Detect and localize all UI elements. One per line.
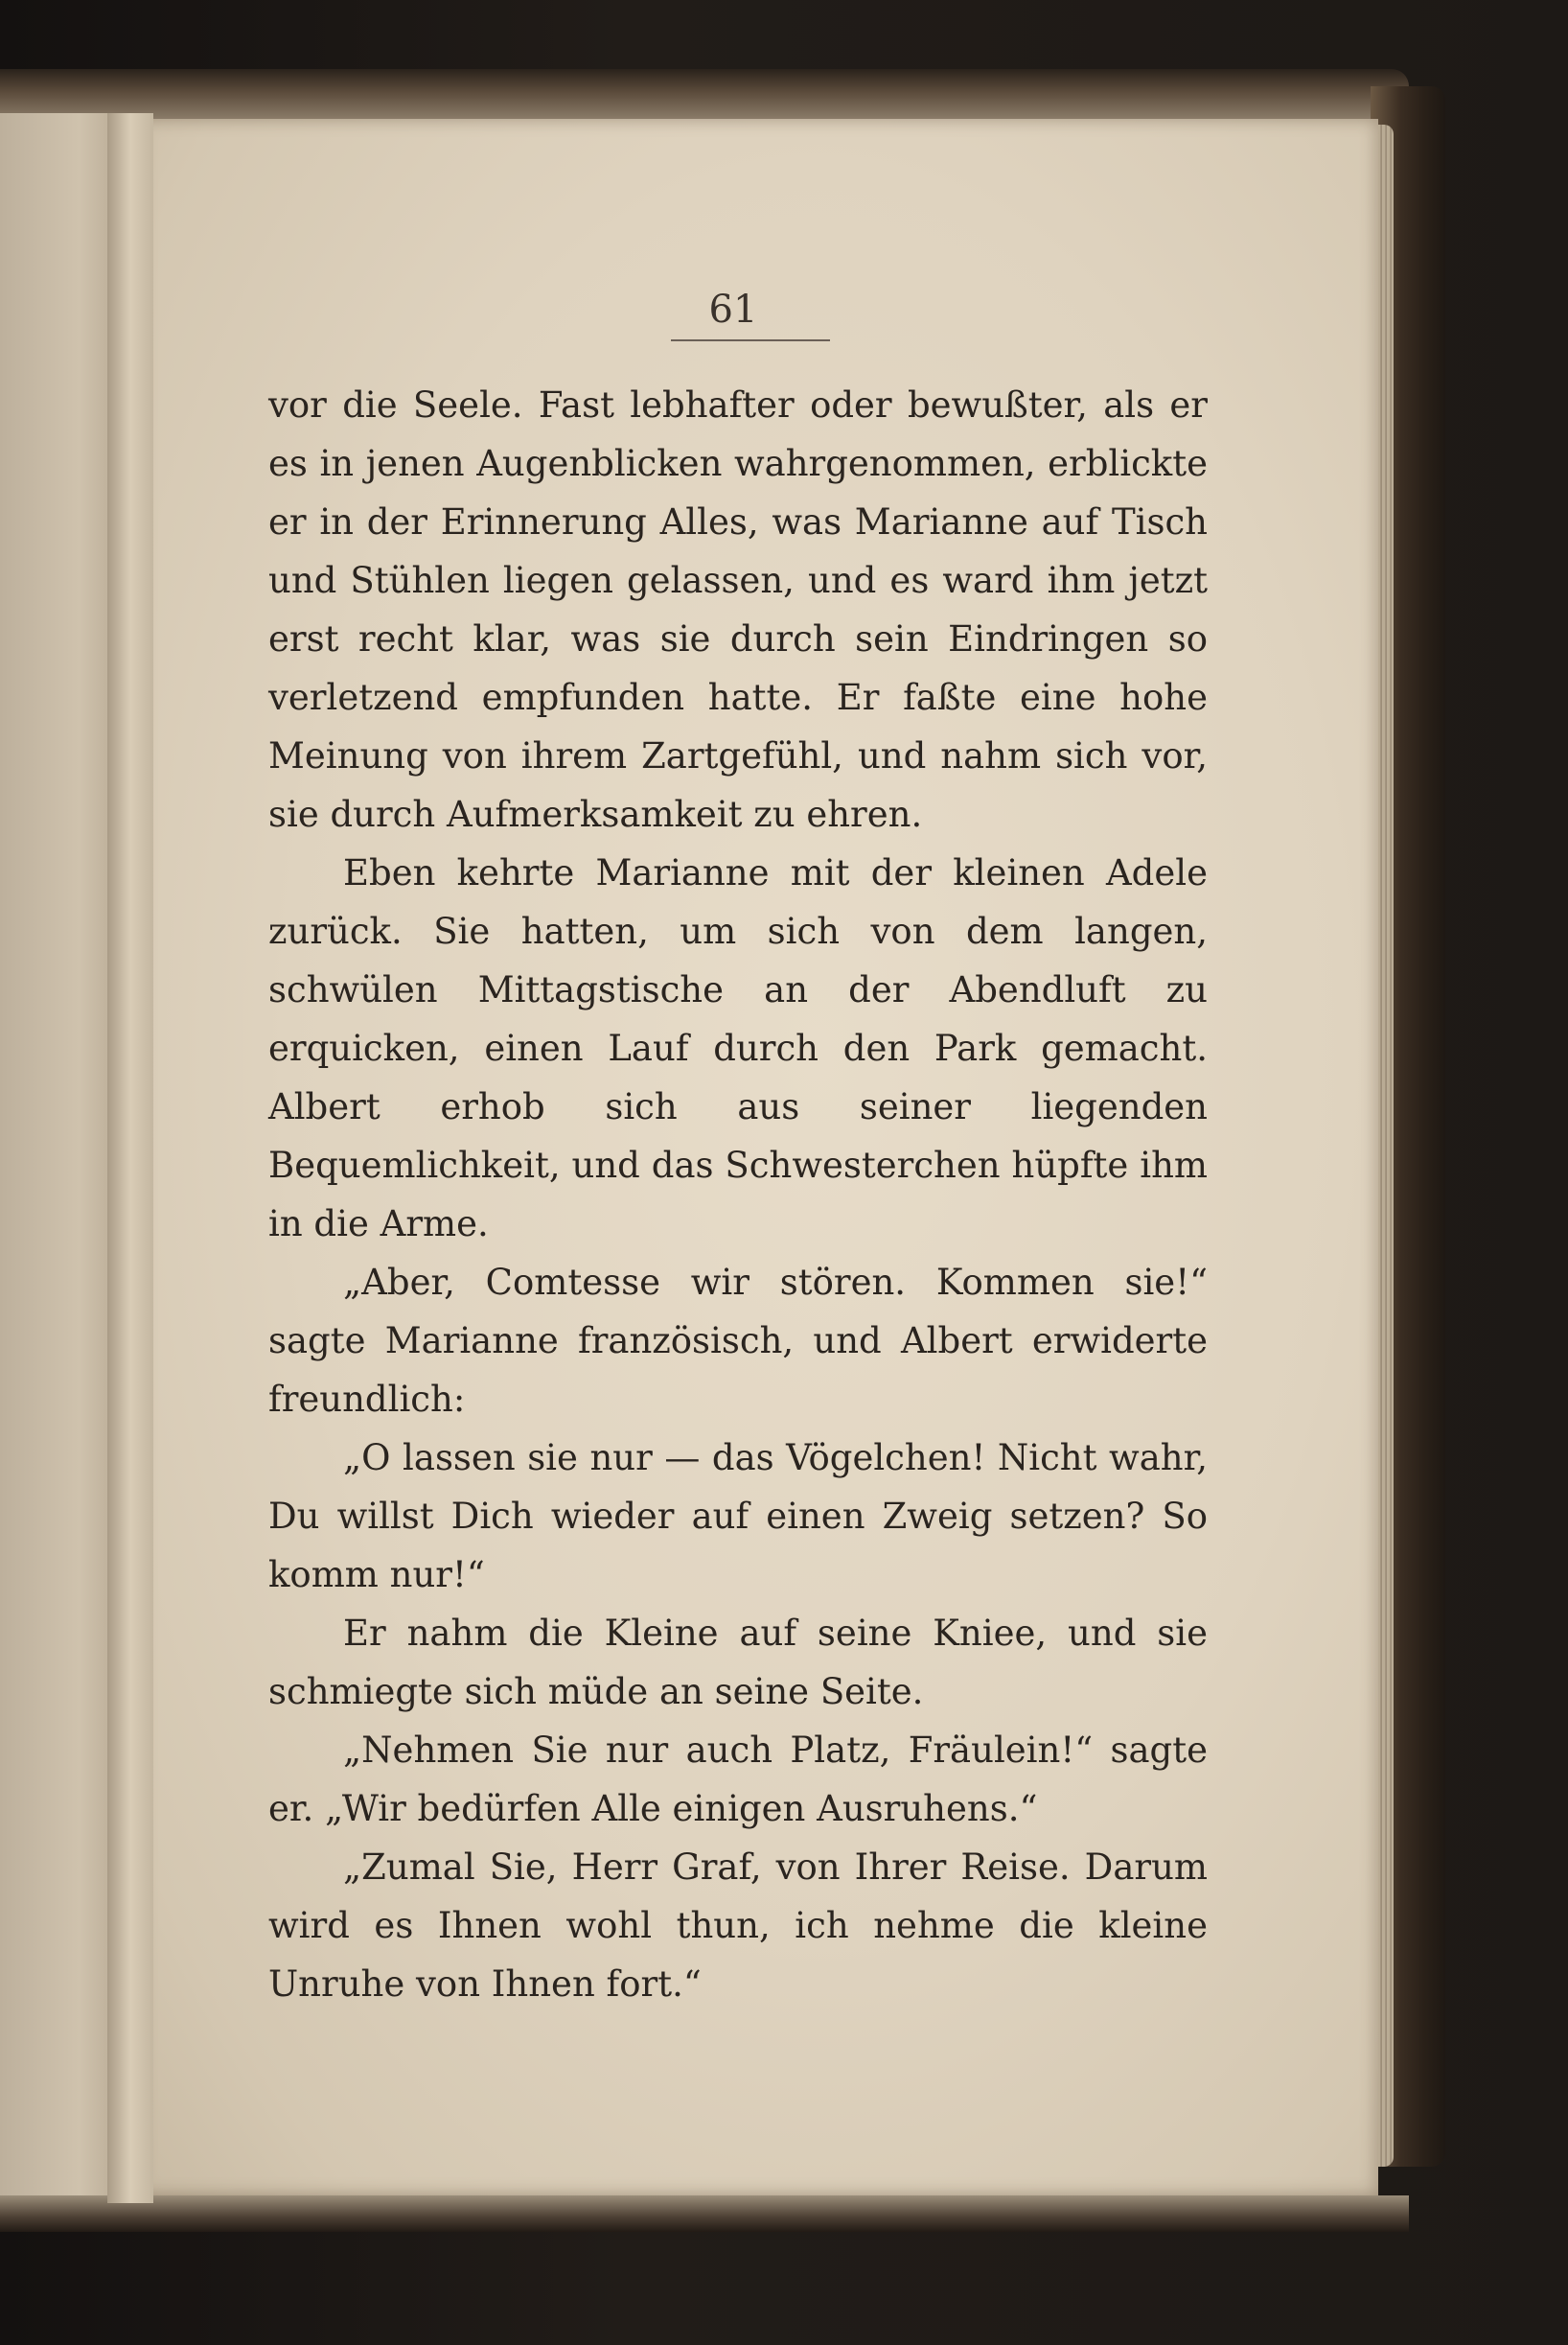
paragraph-5: Er nahm die Kleine auf seine Kniee, und sie schmiegte sich müde an seine Seite.: [268, 1613, 1208, 1712]
paragraph-7: „Zumal Sie, Herr Graf, von Ihrer Reise. Darum wird es Ihnen wohl thun, ich nehme die kleine Unruhe von Ihnen fort.“: [268, 1846, 1208, 2005]
page-number: 61: [708, 288, 758, 332]
book-bottom-edge: [0, 2195, 1409, 2232]
body-text: [268, 376, 1208, 2013]
book-top-edge: [0, 69, 1409, 119]
paragraph-2: Eben kehrte Marianne mit der kleinen Adele zurück. Sie hatten, um sich von dem langen, schwülen Mittagstische an der Abendluft zu erquicken, einen Lauf durch den Park gemacht. Albert erhob sich aus seiner liegenden Bequemlichkeit, und das Schwesterchen hüpfte ihm in die Arme.: [268, 852, 1208, 1244]
header-rule: [671, 339, 830, 341]
paragraph-1: vor die Seele. Fast lebhafter oder bewußter, als er es in jenen Augenblicken wahrgenommen, erblickte er in der Erinnerung Alles, was Marianne auf Tisch und Stühlen liegen gelassen, und es ward ihm jetzt erst recht klar, was sie durch sein Eindringen so verletzend empfunden hatte. Er faßte eine hohe Meinung von ihrem Zartgefühl, und nahm sich vor, sie durch Aufmerksamkeit zu ehren.: [268, 384, 1208, 835]
book-spine: [107, 113, 153, 2203]
paragraph-3: „Aber, Comtesse wir stören. Kommen sie!“ sagte Marianne französisch, und Albert erwiderte freundlich:: [268, 1262, 1208, 1420]
paragraph-6: „Nehmen Sie nur auch Platz, Fräulein!“ sagte er. „Wir bedürfen Alle einigen Ausruhens.“: [268, 1730, 1208, 1829]
paragraph-4: „O lassen sie nur — das Vögelchen! Nicht wahr, Du willst Dich wieder auf einen Zweig setzen? So komm nur!“: [268, 1437, 1208, 1595]
